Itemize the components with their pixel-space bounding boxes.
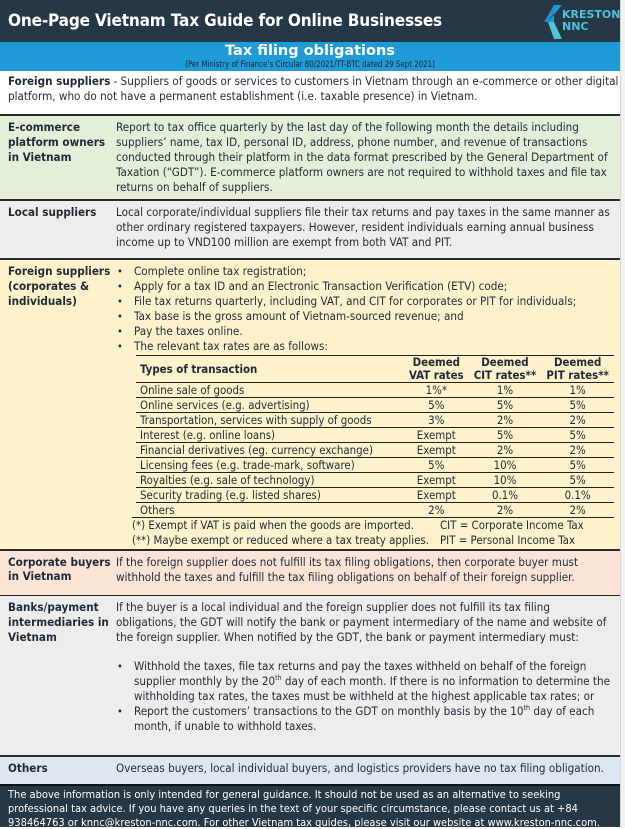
section-ecommerce xyxy=(0,114,620,199)
footnote: (*) Exempt if VAT is paid when the goods are imported. CIT = Corporate Income Tax xyxy=(132,518,584,532)
section-others xyxy=(0,755,620,784)
list-item: • Report the customers’ transactions to the GDT on monthly basis by the 10th day of each month, if unable to withhold taxes. xyxy=(116,704,611,734)
list-item: • Complete online tax registration; xyxy=(116,264,611,279)
logo-line-1: KRESTON xyxy=(562,8,621,21)
table-row: Security trading (e.g. listed shares) Exempt 0.1% 0.1% xyxy=(136,488,614,503)
intro-text: - Suppliers of goods or services to customers in Vietnam through an e-commerce or other digital platform, who do not have a permanent establishment (i.e. taxable presence) in Vietnam. xyxy=(8,74,619,103)
table-row: Royalties (e.g. sale of technology) Exempt 10% 5% xyxy=(136,473,614,488)
right-edge-strip xyxy=(620,0,625,827)
banks-intro: If the buyer is a local individual and the foreign supplier does not fulfill its tax filing obligations, the GDT will notify the bank or payment intermediary of the name and website of the foreign supplier. When notified by the GDT, the bank or payment intermediary must: xyxy=(116,600,607,644)
section-body: Report to tax office quarterly by the last day of the following month the details including suppliers’ name, tax ID, personal ID, address, phone number, and revenue of transactions conducted through their platform in the data format prescribed by the General Department of Taxation (“GDT”). E-commerce platform owners are not required to withhold taxes and file tax returns on behalf of suppliers. xyxy=(116,120,608,194)
footnote: (**) Maybe exempt or reduced where a tax treaty applies. PIT = Personal Income Tax xyxy=(132,532,576,547)
intro-definition xyxy=(0,71,624,104)
list-item: • Withhold the taxes, file tax returns and pay the taxes withheld on behalf of the foreign supplier monthly by the 20th day of each month. If there is no information to determine the withholding tax rates, the taxes must be withheld at the highest applicable tax rates; or xyxy=(116,659,611,704)
list-item: • Apply for a tax ID and an Electronic Transaction Verification (ETV) code; xyxy=(116,279,611,294)
table-row: Others 2% 2% 2% xyxy=(140,503,586,517)
kreston-nnc-logo xyxy=(540,4,621,40)
table-header-row xyxy=(136,356,614,383)
section-banks xyxy=(0,595,620,755)
table-row: Transportation, services with supply of goods 3% 2% 2% xyxy=(136,413,614,428)
list-item: • The relevant tax rates are as follows: xyxy=(116,339,611,354)
disclaimer-footer xyxy=(0,784,620,827)
section-label: E-commerce platform owners in Vietnam xyxy=(8,120,106,164)
tax-rates-table xyxy=(136,355,614,517)
page-title: One-Page Vietnam Tax Guide for Online Businesses xyxy=(8,11,443,30)
band-subtitle: (Per Ministry of Finance’s Circular 80/2021/TT-BTC dated 29 Sept 2021) xyxy=(185,60,435,70)
banks-obligations xyxy=(116,659,611,734)
list-item: • Tax base is the gross amount of Vietnam-sourced revenue; and xyxy=(116,309,611,324)
section-label: Local suppliers xyxy=(8,205,97,219)
band-title: Tax filing obligations xyxy=(225,43,395,59)
section-label: Corporate buyers in Vietnam xyxy=(8,555,111,583)
section-body xyxy=(116,264,611,547)
section-label: Foreign suppliers (corporates & individuals) xyxy=(8,264,111,308)
logo-line-2: NNC xyxy=(562,20,589,33)
section-title-band xyxy=(0,42,620,71)
header-bar xyxy=(0,0,620,42)
section-label: Banks/payment intermediaries in Vietnam xyxy=(8,600,109,644)
section-body: Overseas buyers, local individual buyers, and logistics providers have no tax filing obligation. xyxy=(116,761,604,775)
disclaimer-text: The above information is only intended for general guidance. It should not be used as an alternative to seeking professional tax advice. If you have any queries in the text of your specific circumstance, please contact us at +84 938464763 or knnc@kreston-nnc.com. For other Vietnam tax guides, please visit our website at www.kreston-nnc.com. xyxy=(8,788,600,829)
col-header-pit: Deemed PIT rates** xyxy=(541,356,614,383)
section-corporate-buyers xyxy=(0,549,620,595)
intro-term: Foreign suppliers xyxy=(8,74,111,88)
table-row: Licensing fees (e.g. trade-mark, software) 5% 10% 5% xyxy=(136,458,614,473)
col-header-vat: Deemed VAT rates xyxy=(404,356,469,383)
table-row: Interest (e.g. online loans) Exempt 5% 5% xyxy=(136,428,614,443)
table-row: Online sale of goods 1%* 1% 1% xyxy=(136,383,614,398)
foreign-supplier-steps xyxy=(116,264,611,354)
section-local-suppliers xyxy=(0,199,620,258)
section-label: Others xyxy=(8,761,48,775)
kreston-chevron-icon xyxy=(540,5,562,39)
table-row: Online services (e.g. advertising) 5% 5% 5% xyxy=(136,398,614,413)
section-body: If the foreign supplier does not fulfill its tax filing obligations, then corporate buyer must withhold the taxes and fulfill the tax filing obligations on behalf of their foreign supplier. xyxy=(116,555,579,584)
list-item: • File tax returns quarterly, including VAT, and CIT for corporates or PIT for individuals; xyxy=(116,294,611,309)
table-footnotes xyxy=(132,517,614,547)
col-header-type: Types of transaction xyxy=(136,356,404,383)
list-item: • Pay the taxes online. xyxy=(116,324,611,339)
col-header-cit: Deemed CIT rates** xyxy=(469,356,542,383)
section-body: Local corporate/individual suppliers file their tax returns and pay taxes in the same manner as other ordinary registered taxpayers. However, resident individuals earning annual business income up to VND100 million are exempt from both VAT and PIT. xyxy=(116,205,610,249)
table-row: Financial derivatives (eg. currency exchange) Exempt 2% 2% xyxy=(136,443,614,458)
section-body xyxy=(116,600,611,734)
section-foreign-suppliers xyxy=(0,258,620,549)
